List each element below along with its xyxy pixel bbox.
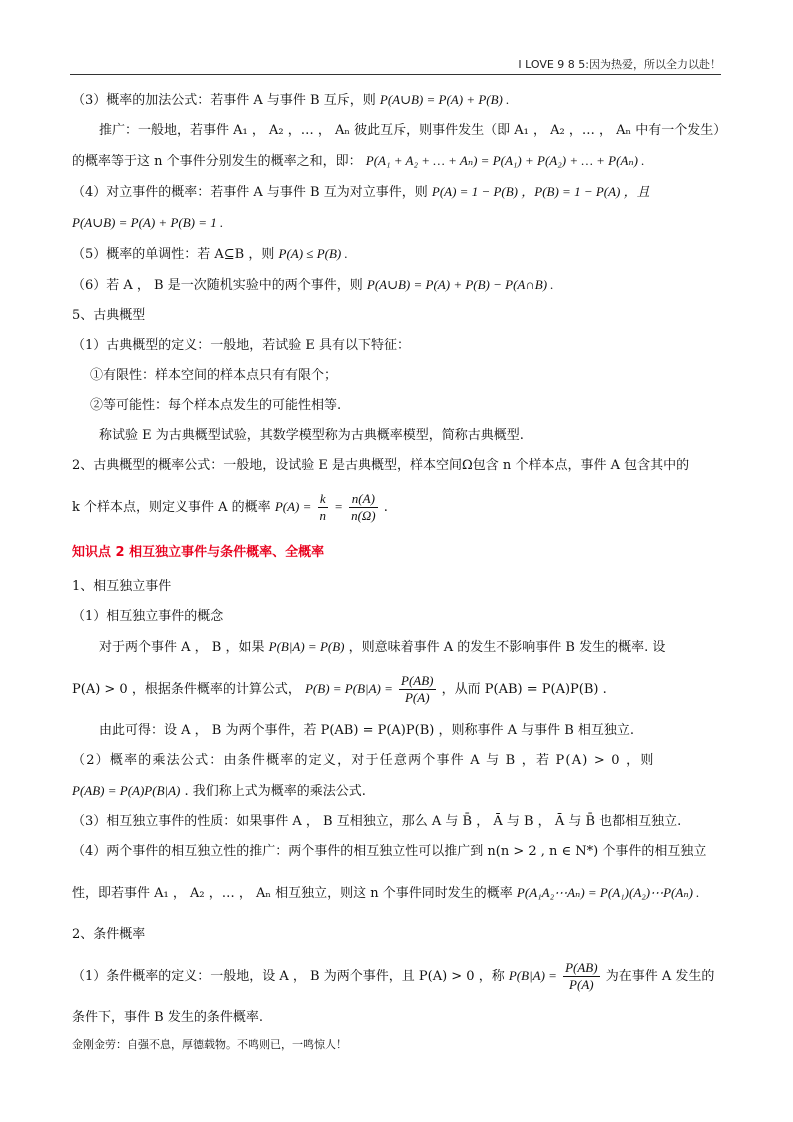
fraction-nA-over-nOmega: [349, 491, 378, 524]
independence-definition-formula: P(B|A) = P(B): [268, 639, 345, 654]
independence-generalization-line-2: [72, 872, 721, 915]
conditional-definition-text: （1）条件概率的定义：一般地，设 A ， B 为两个事件，且 P(A) > 0 ，称: [72, 969, 505, 984]
independence-properties: （3）相互独立事件的性质：如果事件 A ， B 互相独立，那么 A 与 B̄ ， Ā 与 B ， Ā 与 B̄ 也都相互独立.: [72, 814, 682, 829]
complement-line-1: [72, 182, 721, 203]
independence-definition-text-2: ，则意味着事件 A 的发生不影响事件 B 发生的概率. 设: [348, 640, 666, 655]
monotonicity-formula: P(A) ≤ P(B) .: [278, 246, 348, 261]
independence-conclusion: 由此可得：设 A ， B 为两个事件，若 P(AB) = P(A)P(B) ，则称事件 A 与事件 B 相互独立.: [99, 723, 635, 738]
fraction-PAB-over-PA: [399, 673, 435, 706]
knowledge-point-2-heading: 知识点 2 相互独立事件与条件概率、全概率: [72, 545, 325, 560]
fraction-numerator: P(AB): [565, 960, 598, 975]
multiplication-rule-line-1: （2）概率的乘法公式：由条件概率的定义，对于任意两个事件 A 与 B ，若 P(A) > 0 ，则: [72, 753, 655, 768]
multiplication-rule-line-2: [72, 781, 721, 802]
conditional-definition-text-2: 为在事件 A 发生的: [605, 969, 715, 984]
generalization-line-1: [72, 121, 727, 141]
document-body: [72, 90, 727, 1038]
classical-naming: 称试验 E 为古典概型试验，其数学模型称为古典概率模型，简称古典概型.: [99, 428, 524, 443]
fraction-k-over-n: [318, 491, 329, 524]
generalization-text-2: 的概率等于这 n 个事件分别发生的概率之和，即：: [72, 154, 362, 169]
classical-formula-text: k 个样本点，则定义事件 A 的概率: [72, 500, 271, 515]
classical-formula-lhs: P(A) =: [274, 499, 312, 514]
independence-definition-line: [72, 637, 721, 658]
multiplication-rule-formula: P(AB) = P(A)P(B|A): [72, 783, 181, 798]
independence-generalization-line-1: （4）两个事件的相互独立性的推广：两个事件的相互独立性可以推广到 n(n > 2 , n ∈ N*) 个事件的相互独立: [72, 844, 707, 859]
independence-generalization-text: 性，即若事件 A₁ ， A₂ ，… ， Aₙ 相互独立，则这 n 个事件同时发生的概率: [72, 886, 513, 901]
section-classical-title: 5、古典概型: [72, 308, 146, 323]
monotonicity-line: [72, 244, 721, 265]
complement-line-2: [72, 213, 721, 234]
general-addition-line: [72, 275, 721, 296]
header-divider: [70, 74, 721, 75]
conditional-definition-lhs: P(B|A) =: [508, 968, 557, 983]
complement-formula: P(A) = 1 − P(B) ，P(B) = 1 − P(A) ，且: [431, 184, 650, 199]
fraction-denominator: n(Ω): [351, 508, 376, 523]
generalization-formula: P(A₁ + A₂ + … + Aₙ) = P(A₁) + P(A₂) + … + P(Aₙ) .: [365, 153, 645, 168]
classical-definition: （1）古典概型的定义：一般地，若试验 E 具有以下特征：: [72, 338, 411, 353]
fraction-PAB-over-PA: [563, 960, 599, 993]
conditional-formula-lhs: P(B) = P(B|A) =: [304, 681, 393, 696]
independence-definition-text: 对于两个事件 A ， B ，如果: [99, 640, 265, 655]
generalization-line-2: [72, 151, 721, 172]
addition-formula-expr: P(A∪B) = P(A) + P(B) .: [379, 92, 510, 107]
fraction-numerator: k: [318, 491, 329, 508]
page-footer: 金刚金劳：自强不息，厚德载物。不鸣则已，一鸣惊人！: [72, 1038, 347, 1051]
general-addition-formula: P(A∪B) = P(A) + P(B) − P(A∩B) .: [366, 277, 554, 292]
conditional-probability-title: 2、条件概率: [72, 927, 146, 942]
classical-feature-finite: ①有限性：样本空间的样本点只有有限个；: [90, 368, 338, 383]
conditional-definition-line: [72, 955, 721, 998]
fraction-denominator: n: [319, 508, 327, 523]
fraction-denominator: P(A): [569, 977, 594, 992]
conditional-formula-line: [72, 668, 721, 711]
page-header: I LOVE 9 8 5:因为热爱，所以全力以赴！: [518, 58, 721, 71]
fraction-numerator: P(AB): [401, 673, 434, 688]
conditional-definition-line-2: 条件下，事件 B 发生的条件概率.: [72, 1010, 263, 1025]
complement-text: （4）对立事件的概率：若事件 A 与事件 B 互为对立事件，则: [72, 185, 428, 200]
general-addition-text: （6）若 A ， B 是一次随机实验中的两个事件，则: [72, 278, 363, 293]
classical-formula-line-2: k 个样本点，则定义事件 A 的概率 P(A) = $\frac{k}{n}$ = $\frac{n(A)}{n(\Omega)}$ .: [72, 491, 388, 523]
addition-formula: [72, 90, 721, 111]
addition-formula-text: （3）概率的加法公式：若事件 A 与事件 B 互斥，则: [72, 93, 376, 108]
conditional-formula-text: P(A) > 0 ，根据条件概率的计算公式，: [72, 682, 301, 697]
conditional-formula-text-2: ，从而 P(AB) = P(A)P(B) .: [441, 682, 607, 697]
complement-formula-2: P(A∪B) = P(A) + P(B) = 1 .: [72, 215, 224, 230]
monotonicity-text: （5）概率的单调性：若 A⊆B ，则: [72, 247, 275, 262]
classical-formula-line-1: 2、古典概型的概率公式：一般地，设试验 E 是古典概型，样本空间Ω包含 n 个样本点，事件 A 包含其中的: [72, 458, 690, 473]
generalization-text-1: 推广：一般地，若事件 A₁ ， A₂ ，… ， Aₙ 彼此互斥，则事件发生（即 A₁ ， A₂ ，… ， Aₙ 中有一个发生）: [99, 123, 727, 138]
independent-events-title: 1、相互独立事件: [72, 579, 172, 594]
multiplication-rule-text: . 我们称上式为概率的乘法公式.: [184, 784, 366, 799]
independent-events-concept-title: （1）相互独立事件的概念: [72, 609, 224, 624]
independence-generalization-formula: P(A₁A₂⋯Aₙ) = P(A₁)(A₂)⋯P(Aₙ) .: [516, 885, 700, 900]
fraction-denominator: P(A): [404, 690, 430, 705]
classical-feature-equal: ②等可能性：每个样本点发生的可能性相等.: [90, 398, 342, 413]
fraction-numerator: n(A): [349, 491, 378, 508]
